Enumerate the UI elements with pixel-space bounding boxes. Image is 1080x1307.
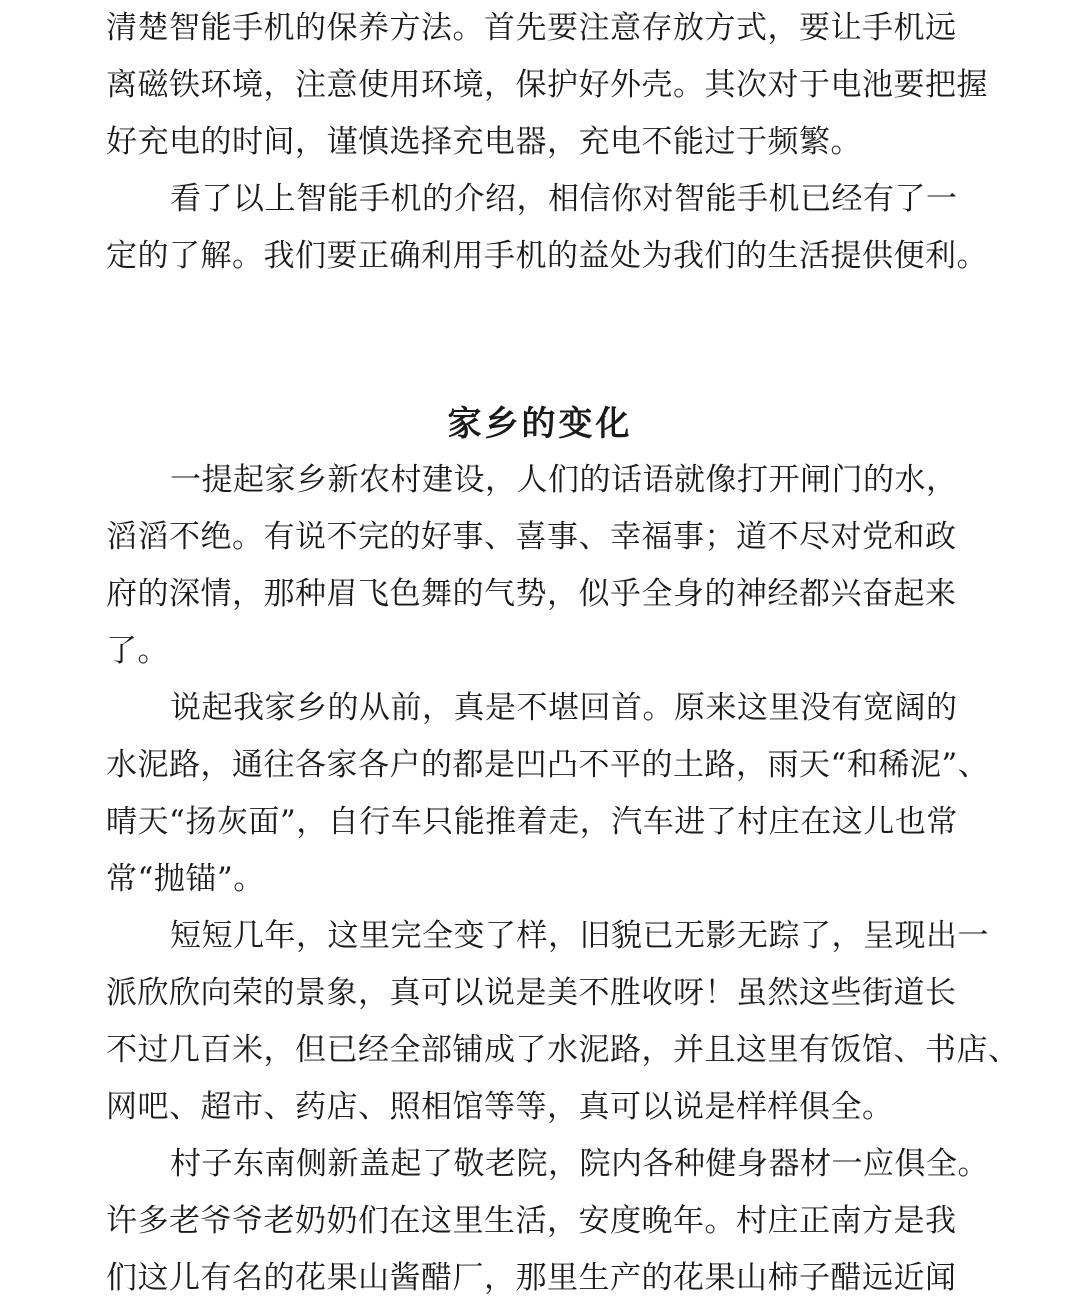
paragraph-start-line: 村子东南侧新盖起了敬老院，院内各种健身器材一应俱全。 <box>170 1146 989 1182</box>
text-line: 晴天“扬灰面”，自行车只能推着走，汽车进了村庄在这儿也常 <box>106 804 958 840</box>
text-line: 许多老爷爷老奶奶们在这里生活，安度晚年。村庄正南方是我 <box>106 1203 957 1239</box>
text-line: 常“抛锚”。 <box>106 861 265 897</box>
paragraph-start-line: 看了以上智能手机的介绍，相信你对智能手机已经有了一 <box>170 181 958 217</box>
previous-article-text <box>106 0 996 285</box>
paragraph-start-line: 一提起家乡新农村建设，人们的话语就像打开闸门的水， <box>170 462 958 498</box>
text-line: 们这儿有名的花果山酱醋厂，那里生产的花果山柿子醋远近闻 <box>106 1260 957 1296</box>
text-line: 水泥路，通往各家各户的都是凹凸不平的土路，雨天“和稀泥”、 <box>106 747 990 783</box>
text-line: 派欣欣向荣的景象，真可以说是美不胜收呀！虽然这些街道长 <box>106 975 957 1011</box>
article-title: 家乡的变化 <box>447 404 633 444</box>
text-line: 了。 <box>106 633 169 669</box>
paragraph-start-line: 短短几年，这里完全变了样，旧貌已无影无踪了，呈现出一 <box>170 918 989 954</box>
text-line: 定的了解。我们要正确利用手机的益处为我们的生活提供便利。 <box>106 238 988 274</box>
text-line: 滔滔不绝。有说不完的好事、喜事、幸福事；道不尽对党和政 <box>106 519 957 555</box>
text-line: 不过几百米，但已经全部铺成了水泥路，并且这里有饭馆、书店、 <box>106 1032 1020 1068</box>
text-line: 离磁铁环境，注意使用环境，保护好外壳。其次对于电池要把握 <box>106 67 988 103</box>
text-line: 好充电的时间，谨慎选择充电器，充电不能过于频繁。 <box>106 124 862 160</box>
article-body <box>106 452 1020 1307</box>
text-line: 网吧、超市、药店、照相馆等等，真可以说是样样俱全。 <box>106 1089 894 1125</box>
paragraph-start-line: 说起我家乡的从前，真是不堪回首。原来这里没有宽阔的 <box>170 690 958 726</box>
text-line: 清楚智能手机的保养方法。首先要注意存放方式，要让手机远 <box>106 10 957 46</box>
text-line: 府的深情，那种眉飞色舞的气势，似乎全身的神经都兴奋起来 <box>106 576 957 612</box>
